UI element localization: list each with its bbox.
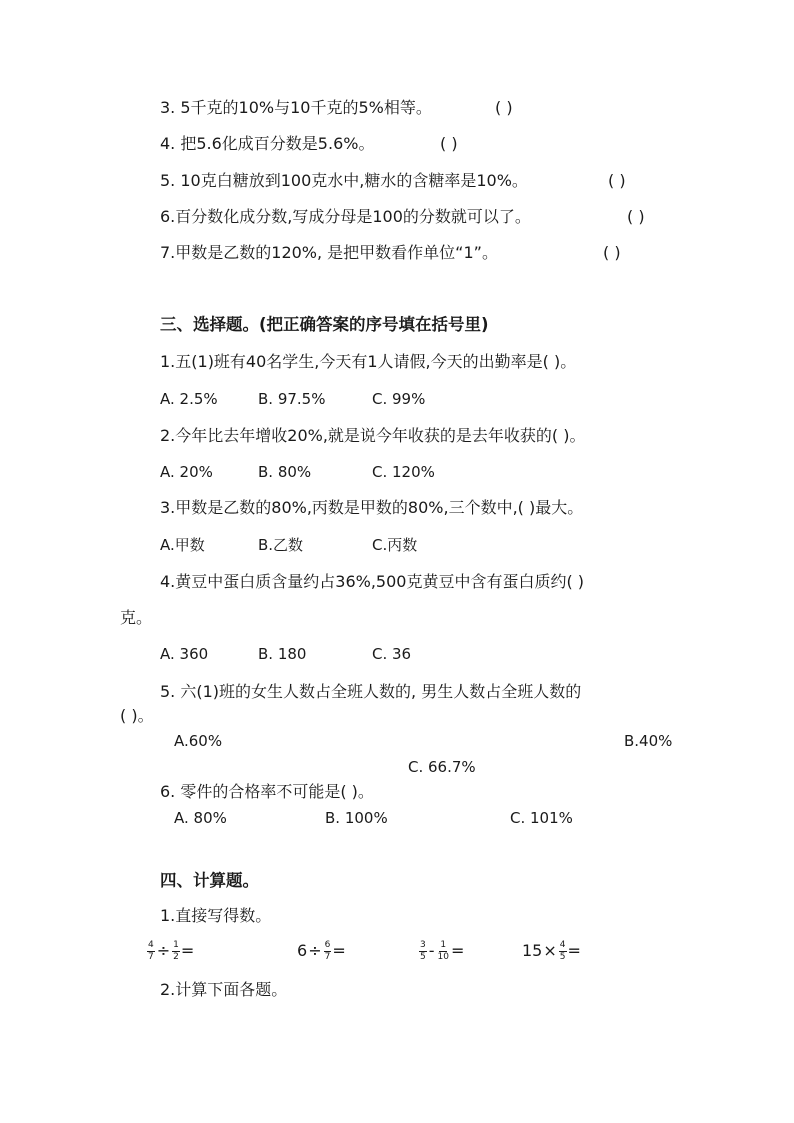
operator: ×	[543, 941, 557, 960]
calc-sub1: 1.直接写得数。	[160, 906, 272, 925]
fraction-numerator: 3	[420, 940, 426, 950]
fraction-numerator: 6	[324, 940, 331, 950]
operator: -	[428, 941, 435, 960]
choice-q3-option-a[interactable]: A.甲数	[160, 536, 205, 554]
judge-item-3-paren[interactable]: ( )	[495, 98, 513, 117]
fraction-numerator: 1	[440, 940, 447, 950]
section-choice-heading: 三、选择题。(把正确答案的序号填在括号里)	[160, 315, 489, 334]
section-calc-heading: 四、计算题。	[160, 871, 259, 890]
operator: ÷	[308, 941, 322, 960]
choice-q4-continuation: 克。	[120, 608, 153, 627]
calc-expr-4	[522, 940, 581, 962]
choice-q4-option-a[interactable]: A. 360	[160, 645, 209, 663]
fraction	[559, 941, 567, 962]
operand: 15	[522, 941, 543, 960]
judge-item-4-paren[interactable]: ( )	[440, 134, 458, 153]
fraction-denominator: 7	[324, 952, 331, 962]
choice-q4-text: 4.黄豆中蛋白质含量约占36%,500克黄豆中含有蛋白质约( )	[160, 572, 585, 591]
choice-q1-option-c[interactable]: C. 99%	[372, 390, 426, 408]
equals: =	[180, 941, 195, 960]
choice-q5-text: 5. 六(1)班的女生人数占全班人数的, 男生人数占全班人数的	[160, 682, 582, 701]
fraction-denominator: 10	[437, 952, 449, 962]
choice-q6-option-b[interactable]: B. 100%	[325, 809, 388, 827]
choice-q3-option-c[interactable]: C.丙数	[372, 536, 418, 554]
choice-q1-text: 1.五(1)班有40名学生,今天有1人请假,今天的出勤率是( )。	[160, 352, 577, 371]
choice-q1-option-b[interactable]: B. 97.5%	[258, 390, 326, 408]
fraction-numerator: 4	[148, 940, 154, 950]
judge-item-5-text: 5. 10克白糖放到100克水中,糖水的含糖率是10%。	[160, 171, 528, 190]
fraction-denominator: 5	[420, 952, 426, 962]
judge-item-7	[160, 242, 498, 264]
choice-q2-text: 2.今年比去年增收20%,就是说今年收获的是去年收获的( )。	[160, 426, 586, 445]
operand: 6	[297, 941, 308, 960]
fraction	[147, 941, 155, 962]
fraction-denominator: 2	[173, 952, 179, 962]
choice-q6-option-a[interactable]: A. 80%	[174, 809, 227, 827]
calc-expr-3	[418, 940, 464, 962]
choice-q2-option-a[interactable]: A. 20%	[160, 463, 213, 481]
judge-item-7-text: 7.甲数是乙数的120%, 是把甲数看作单位“1”。	[160, 243, 498, 262]
judge-item-6-paren[interactable]: ( )	[627, 207, 645, 226]
judge-item-6-text: 6.百分数化成分数,写成分母是100的分数就可以了。	[160, 207, 531, 226]
choice-q2-option-c[interactable]: C. 120%	[372, 463, 435, 481]
choice-q5-continuation: ( )。	[120, 706, 154, 725]
fraction-denominator: 7	[148, 952, 154, 962]
choice-q6-option-c[interactable]: C. 101%	[510, 809, 573, 827]
judge-item-5	[160, 170, 528, 192]
fraction-numerator: 1	[173, 940, 179, 950]
fraction	[419, 941, 427, 962]
judge-item-4-text: 4. 把5.6化成百分数是5.6%。	[160, 134, 375, 153]
choice-q2-option-b[interactable]: B. 80%	[258, 463, 312, 481]
choice-q3-text: 3.甲数是乙数的80%,丙数是甲数的80%,三个数中,( )最大。	[160, 498, 584, 517]
judge-item-5-paren[interactable]: ( )	[608, 171, 626, 190]
operator: ÷	[156, 941, 171, 960]
judge-item-3-text: 3. 5千克的10%与10千克的5%相等。	[160, 98, 432, 117]
fraction-denominator: 5	[559, 952, 566, 962]
judge-item-7-paren[interactable]: ( )	[603, 243, 621, 262]
judge-item-6	[160, 206, 531, 228]
calc-expr-2	[297, 940, 346, 962]
judge-item-3	[160, 97, 432, 119]
fraction	[324, 941, 332, 962]
fraction	[172, 941, 180, 962]
choice-q5-option-c[interactable]: C. 66.7%	[408, 758, 476, 776]
choice-q6-text: 6. 零件的合格率不可能是( )。	[160, 782, 374, 801]
choice-q1-option-a[interactable]: A. 2.5%	[160, 390, 218, 408]
calc-expr-1	[146, 940, 194, 962]
choice-q5-option-b[interactable]: B.40%	[624, 732, 673, 750]
choice-q3-option-b[interactable]: B.乙数	[258, 536, 304, 554]
equals: =	[332, 941, 346, 960]
choice-q4-option-c[interactable]: C. 36	[372, 645, 412, 663]
judge-item-4	[160, 133, 374, 155]
choice-q4-option-b[interactable]: B. 180	[258, 645, 307, 663]
choice-q5-option-a[interactable]: A.60%	[174, 732, 223, 750]
fraction-numerator: 4	[559, 940, 566, 950]
fraction	[437, 941, 450, 962]
equals: =	[567, 941, 581, 960]
equals: =	[450, 941, 465, 960]
calc-sub2: 2.计算下面各题。	[160, 980, 288, 999]
